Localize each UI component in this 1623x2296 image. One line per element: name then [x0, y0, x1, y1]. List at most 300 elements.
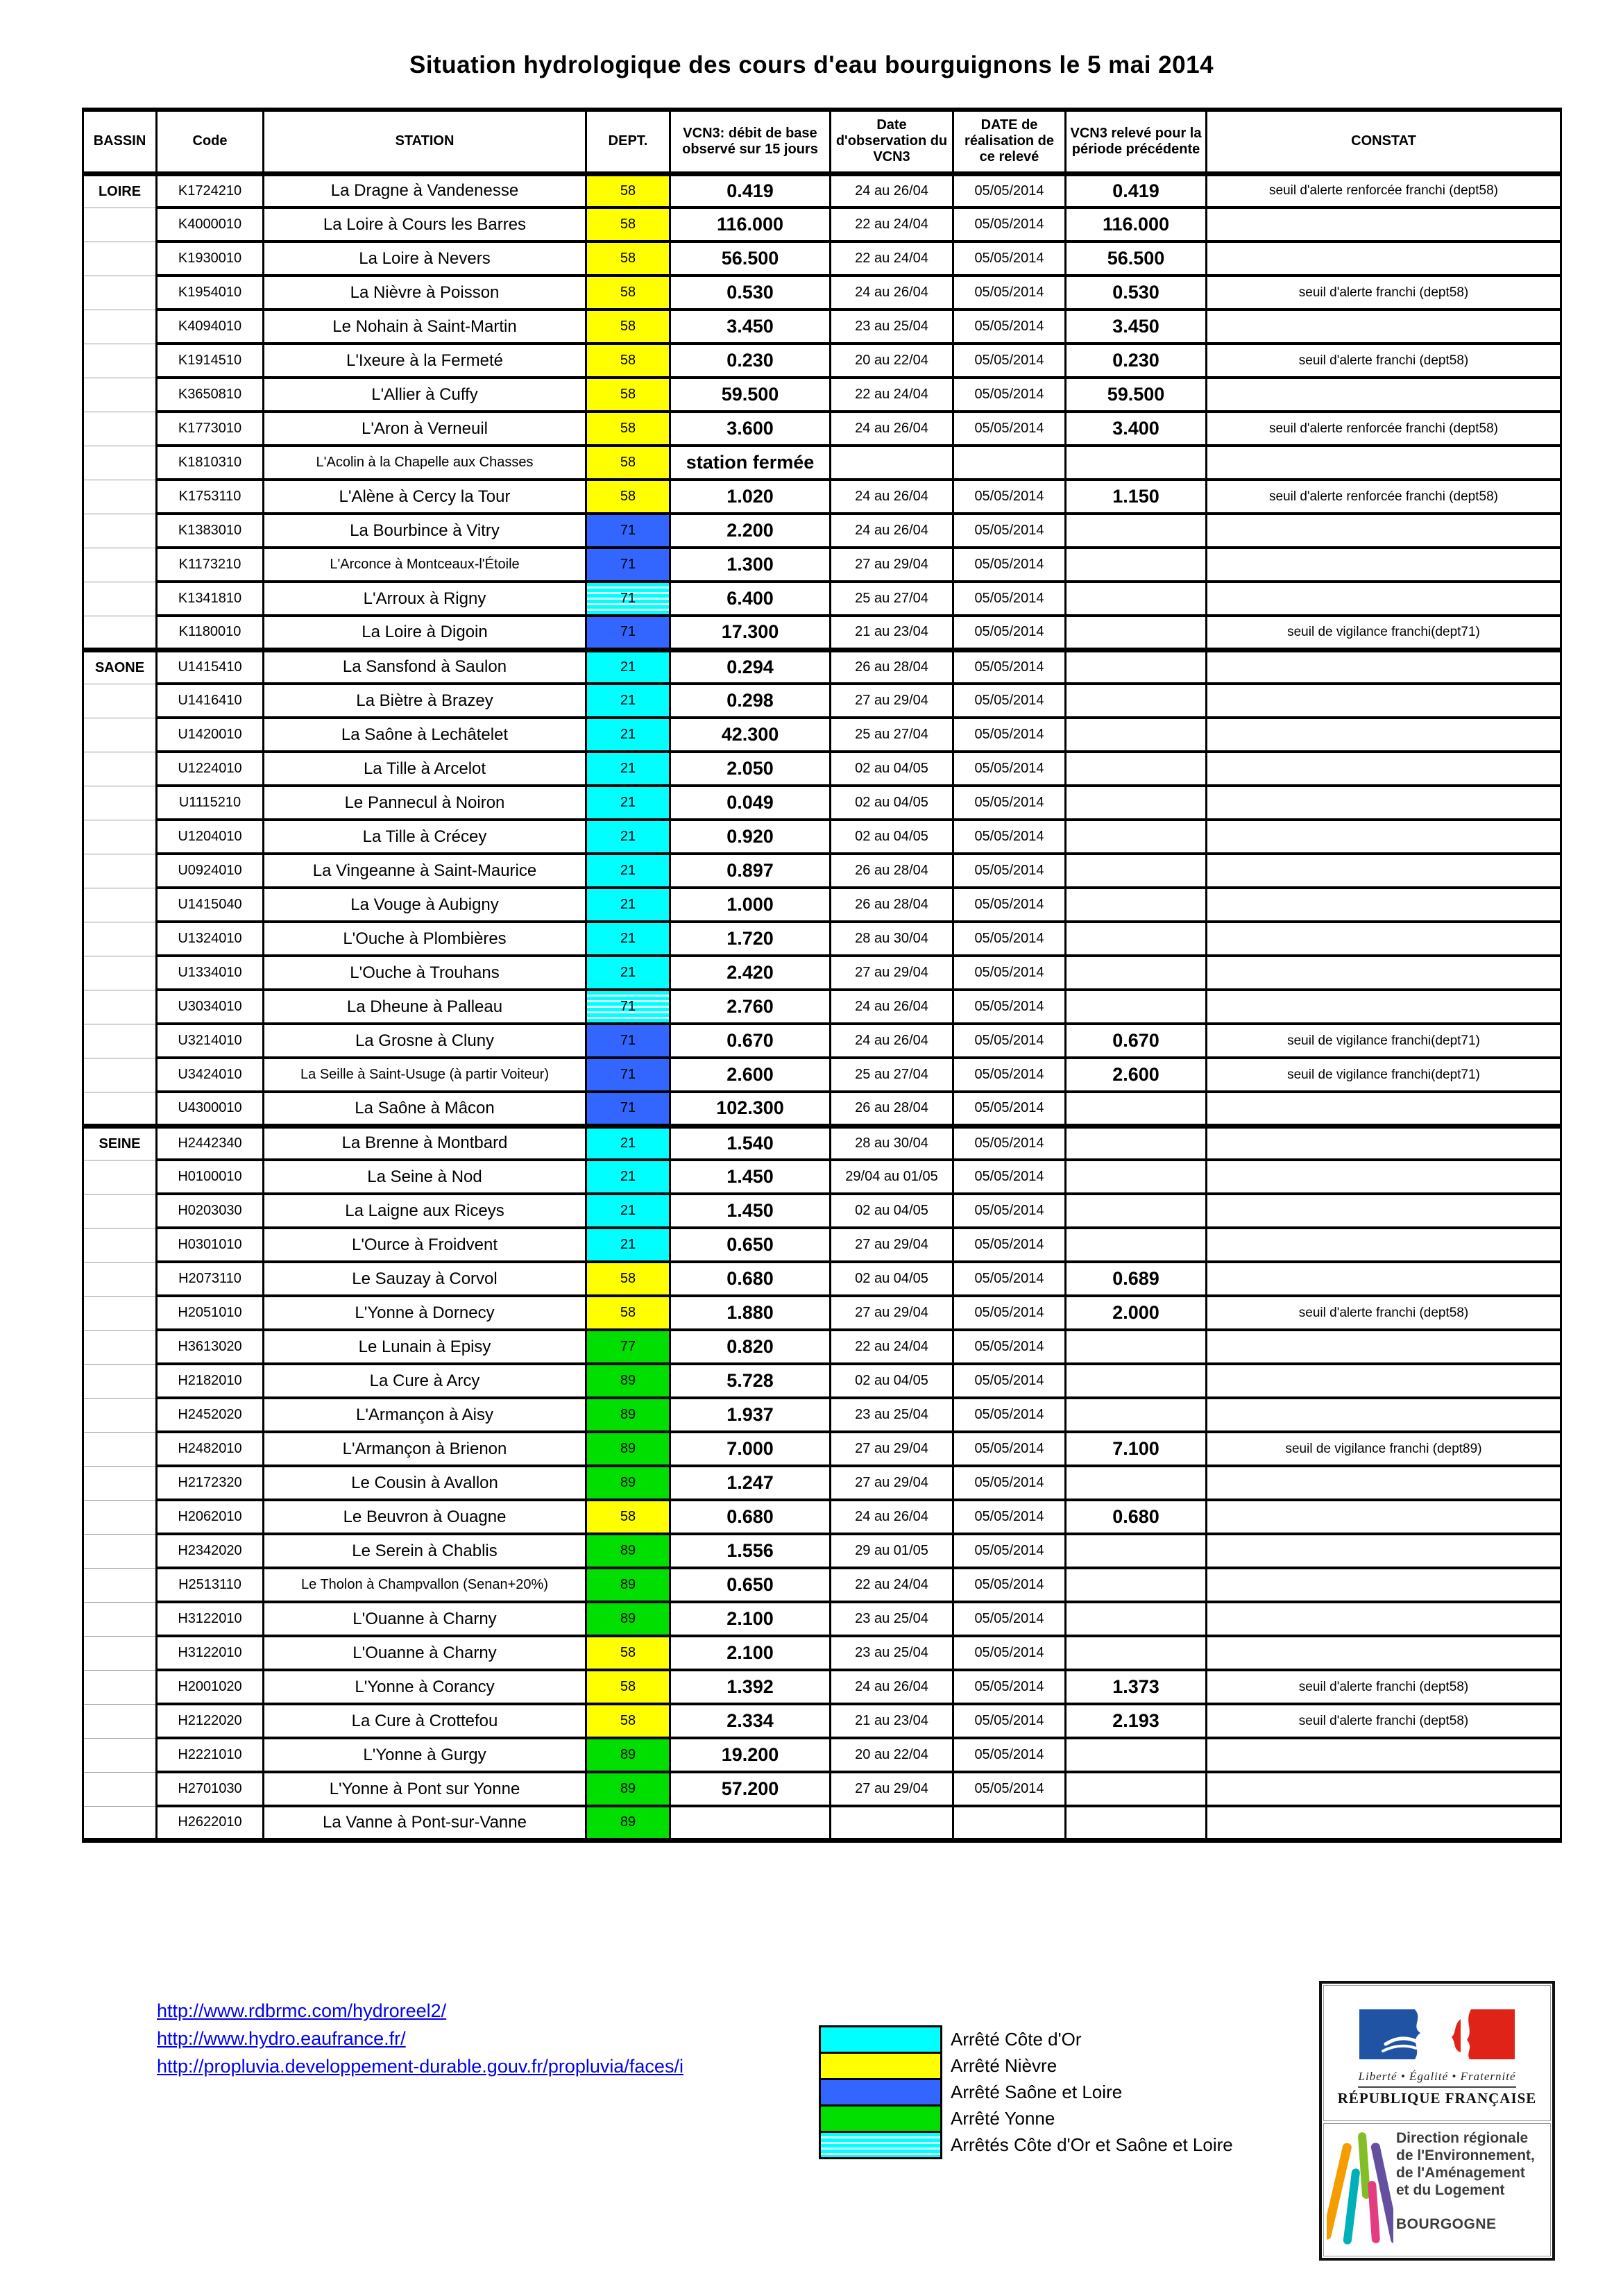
- cell-station: L'Aron à Verneuil: [264, 412, 586, 446]
- cell-dept: 58: [586, 310, 670, 344]
- cell-date-releve: 05/05/2014: [953, 1160, 1066, 1194]
- cell-vcn3-previous: [1066, 956, 1207, 990]
- cell-dept: 71: [586, 548, 670, 582]
- hydro-table: [82, 108, 1562, 1843]
- table-row: [83, 480, 1561, 514]
- cell-vcn3-previous: [1066, 888, 1207, 922]
- table-row: [83, 752, 1561, 786]
- cell-date-releve: 05/05/2014: [953, 1432, 1066, 1466]
- cell-constat: [1207, 1772, 1561, 1806]
- cell-bassin: [83, 854, 157, 888]
- cell-bassin: [83, 1772, 157, 1806]
- table-row: [83, 956, 1561, 990]
- cell-date-releve: 05/05/2014: [953, 650, 1066, 684]
- cell-station: La Bourbince à Vitry: [264, 514, 586, 548]
- legend-label: Arrêté Nièvre: [951, 2055, 1057, 2076]
- cell-date-releve: 05/05/2014: [953, 684, 1066, 718]
- cell-constat: [1207, 1262, 1561, 1296]
- cell-constat: [1207, 1636, 1561, 1670]
- cell-constat: [1207, 310, 1561, 344]
- cell-bassin: [83, 1806, 157, 1840]
- cell-bassin: [83, 616, 157, 650]
- cell-vcn3: 2.100: [670, 1602, 831, 1636]
- cell-constat: [1207, 718, 1561, 752]
- cell-station: La Seille à Saint-Usuge (à partir Voiteur): [264, 1058, 586, 1092]
- cell-constat: [1207, 514, 1561, 548]
- cell-vcn3-previous: 2.000: [1066, 1296, 1207, 1330]
- cell-station: La Tille à Arcelot: [264, 752, 586, 786]
- cell-vcn3: 1.392: [670, 1670, 831, 1704]
- cell-code: H2062010: [157, 1500, 264, 1534]
- cell-station: L'Ixeure à la Fermeté: [264, 344, 586, 378]
- cell-bassin: [83, 1602, 157, 1636]
- cell-date-observation: 22 au 24/04: [831, 242, 953, 276]
- cell-code: U4300010: [157, 1092, 264, 1126]
- cell-date-releve: 05/05/2014: [953, 1500, 1066, 1534]
- cell-date-releve: 05/05/2014: [953, 1228, 1066, 1262]
- table-row: [83, 854, 1561, 888]
- cell-date-releve: 05/05/2014: [953, 310, 1066, 344]
- cell-date-observation: 23 au 25/04: [831, 1398, 953, 1432]
- cell-bassin: [83, 1500, 157, 1534]
- table-row: [83, 1602, 1561, 1636]
- cell-vcn3: 0.049: [670, 786, 831, 820]
- cell-vcn3-previous: [1066, 1228, 1207, 1262]
- cell-date-observation: 27 au 29/04: [831, 1228, 953, 1262]
- cell-vcn3: 0.820: [670, 1330, 831, 1364]
- header-row: [83, 110, 1561, 174]
- cell-date-releve: 05/05/2014: [953, 990, 1066, 1024]
- cell-dept: 21: [586, 650, 670, 684]
- french-flag-marianne-icon: [1358, 2009, 1516, 2063]
- cell-dept: 89: [586, 1772, 670, 1806]
- cell-constat: seuil d'alerte renforcée franchi (dept58): [1207, 412, 1561, 446]
- footer-link[interactable]: http://www.hydro.eaufrance.fr/: [157, 2028, 406, 2049]
- cell-station: La Cure à Arcy: [264, 1364, 586, 1398]
- cell-bassin: [83, 786, 157, 820]
- cell-date-releve: 05/05/2014: [953, 922, 1066, 956]
- cell-code: K1914510: [157, 344, 264, 378]
- cell-station: Le Serein à Chablis: [264, 1534, 586, 1568]
- cell-vcn3-previous: [1066, 514, 1207, 548]
- cell-date-observation: 22 au 24/04: [831, 378, 953, 412]
- cell-date-observation: 24 au 26/04: [831, 480, 953, 514]
- cell-vcn3: 17.300: [670, 616, 831, 650]
- cell-date-releve: 05/05/2014: [953, 854, 1066, 888]
- cell-vcn3: 1.020: [670, 480, 831, 514]
- cell-vcn3-previous: [1066, 752, 1207, 786]
- cell-date-releve: 05/05/2014: [953, 582, 1066, 616]
- cell-vcn3: 1.720: [670, 922, 831, 956]
- cell-constat: seuil d'alerte franchi (dept58): [1207, 344, 1561, 378]
- table-row: [83, 650, 1561, 684]
- cell-code: H2122020: [157, 1704, 264, 1738]
- column-header: Code: [157, 110, 264, 174]
- cell-bassin: LOIRE: [83, 174, 157, 208]
- cell-vcn3-previous: 7.100: [1066, 1432, 1207, 1466]
- cell-bassin: [83, 1738, 157, 1772]
- cell-code: U1115210: [157, 786, 264, 820]
- footer-links: [157, 2000, 683, 2077]
- cell-vcn3: 0.920: [670, 820, 831, 854]
- footer-link[interactable]: http://www.rdbrmc.com/hydroreel2/: [157, 2000, 447, 2021]
- cell-vcn3: 19.200: [670, 1738, 831, 1772]
- cell-vcn3-previous: 1.373: [1066, 1670, 1207, 1704]
- cell-vcn3-previous: [1066, 548, 1207, 582]
- cell-bassin: [83, 888, 157, 922]
- table-row: [83, 174, 1561, 208]
- cell-vcn3: 0.650: [670, 1568, 831, 1602]
- cell-date-observation: 02 au 04/05: [831, 1194, 953, 1228]
- cell-constat: [1207, 1126, 1561, 1160]
- cell-vcn3: 0.680: [670, 1262, 831, 1296]
- table-row: [83, 1160, 1561, 1194]
- cell-vcn3-previous: [1066, 1126, 1207, 1160]
- cell-date-releve: 05/05/2014: [953, 1296, 1066, 1330]
- cell-vcn3-previous: [1066, 1398, 1207, 1432]
- cell-date-releve: 05/05/2014: [953, 1738, 1066, 1772]
- cell-date-observation: 26 au 28/04: [831, 854, 953, 888]
- cell-constat: seuil d'alerte renforcée franchi (dept58): [1207, 174, 1561, 208]
- cell-date-observation: 22 au 24/04: [831, 1330, 953, 1364]
- cell-date-releve: 05/05/2014: [953, 1534, 1066, 1568]
- cell-vcn3: 6.400: [670, 582, 831, 616]
- cell-dept: 21: [586, 820, 670, 854]
- footer-link[interactable]: http://propluvia.developpement-durable.gouv.fr/propluvia/faces/i: [157, 2056, 683, 2077]
- cell-bassin: [83, 1058, 157, 1092]
- cell-dept: 89: [586, 1466, 670, 1500]
- cell-vcn3: 0.897: [670, 854, 831, 888]
- column-header: STATION: [264, 110, 586, 174]
- cell-bassin: [83, 344, 157, 378]
- cell-date-observation: 25 au 27/04: [831, 1058, 953, 1092]
- cell-vcn3-previous: [1066, 786, 1207, 820]
- cell-bassin: [83, 1262, 157, 1296]
- cell-dept: 71: [586, 990, 670, 1024]
- cell-date-observation: 27 au 29/04: [831, 684, 953, 718]
- cell-date-observation: 22 au 24/04: [831, 1568, 953, 1602]
- cell-vcn3: 42.300: [670, 718, 831, 752]
- cell-vcn3-previous: 1.150: [1066, 480, 1207, 514]
- cell-date-releve: 05/05/2014: [953, 480, 1066, 514]
- cell-station: La Cure à Crottefou: [264, 1704, 586, 1738]
- cell-date-observation: 24 au 26/04: [831, 1500, 953, 1534]
- cell-vcn3-previous: 59.500: [1066, 378, 1207, 412]
- cell-bassin: [83, 990, 157, 1024]
- cell-station: L'Alène à Cercy la Tour: [264, 480, 586, 514]
- cell-station: La Dheune à Palleau: [264, 990, 586, 1024]
- cell-date-observation: 21 au 23/04: [831, 1704, 953, 1738]
- cell-date-releve: 05/05/2014: [953, 344, 1066, 378]
- table-row: [83, 786, 1561, 820]
- cell-dept: 58: [586, 174, 670, 208]
- cell-date-observation: 24 au 26/04: [831, 1670, 953, 1704]
- cell-date-observation: 24 au 26/04: [831, 174, 953, 208]
- cell-constat: [1207, 1806, 1561, 1840]
- cell-vcn3-previous: [1066, 616, 1207, 650]
- cell-code: H2442340: [157, 1126, 264, 1160]
- cell-bassin: [83, 1024, 157, 1058]
- cell-dept: 21: [586, 752, 670, 786]
- cell-dept: 58: [586, 1262, 670, 1296]
- cell-dept: 58: [586, 1636, 670, 1670]
- cell-station: L'Yonne à Corancy: [264, 1670, 586, 1704]
- cell-date-observation: [831, 446, 953, 480]
- cell-code: U1204010: [157, 820, 264, 854]
- legend-color-swatch: [819, 2131, 942, 2159]
- cell-date-releve: 05/05/2014: [953, 1772, 1066, 1806]
- table-row: [83, 1500, 1561, 1534]
- cell-vcn3-previous: [1066, 1194, 1207, 1228]
- cell-date-releve: 05/05/2014: [953, 1670, 1066, 1704]
- cell-date-observation: 24 au 26/04: [831, 514, 953, 548]
- cell-vcn3-previous: [1066, 1602, 1207, 1636]
- cell-dept: 58: [586, 378, 670, 412]
- cell-dept: 89: [586, 1534, 670, 1568]
- cell-vcn3: 0.230: [670, 344, 831, 378]
- legend-item: [819, 2131, 1233, 2159]
- cell-vcn3: 0.419: [670, 174, 831, 208]
- cell-vcn3: 0.298: [670, 684, 831, 718]
- cell-code: K1773010: [157, 412, 264, 446]
- table-row: [83, 1228, 1561, 1262]
- cell-bassin: [83, 582, 157, 616]
- legend-color-swatch: [819, 2104, 942, 2133]
- cell-dept: 89: [586, 1568, 670, 1602]
- column-header: VCN3 relevé pour la période précédente: [1066, 110, 1207, 174]
- cell-station: Le Pannecul à Noiron: [264, 786, 586, 820]
- cell-date-releve: 05/05/2014: [953, 616, 1066, 650]
- cell-date-observation: 02 au 04/05: [831, 1262, 953, 1296]
- cell-vcn3: 0.650: [670, 1228, 831, 1262]
- cell-constat: [1207, 1398, 1561, 1432]
- cell-vcn3: 2.420: [670, 956, 831, 990]
- cell-code: H2221010: [157, 1738, 264, 1772]
- cell-constat: [1207, 378, 1561, 412]
- cell-station: L'Armançon à Aisy: [264, 1398, 586, 1432]
- cell-constat: [1207, 242, 1561, 276]
- cell-date-observation: [831, 1806, 953, 1840]
- table-row: [83, 310, 1561, 344]
- cell-vcn3-previous: [1066, 1772, 1207, 1806]
- legend-label: Arrêté Saône et Loire: [951, 2082, 1123, 2102]
- cell-bassin: [83, 820, 157, 854]
- cell-constat: [1207, 1364, 1561, 1398]
- table-row: [83, 1126, 1561, 1160]
- legend-item: [819, 2052, 1233, 2080]
- cell-dept: 21: [586, 888, 670, 922]
- cell-code: H2482010: [157, 1432, 264, 1466]
- cell-bassin: [83, 1330, 157, 1364]
- cell-date-observation: 21 au 23/04: [831, 616, 953, 650]
- table-row: [83, 242, 1561, 276]
- table-row: [83, 1670, 1561, 1704]
- cell-vcn3: 2.600: [670, 1058, 831, 1092]
- cell-bassin: [83, 1364, 157, 1398]
- cell-constat: [1207, 752, 1561, 786]
- table-row: [83, 514, 1561, 548]
- legend-item: [819, 2078, 1233, 2107]
- table-body: [83, 174, 1561, 1840]
- cell-dept: 89: [586, 1398, 670, 1432]
- cell-vcn3: [670, 1806, 831, 1840]
- cell-bassin: [83, 1534, 157, 1568]
- column-header: BASSIN: [83, 110, 157, 174]
- cell-code: U1415040: [157, 888, 264, 922]
- cell-vcn3: 0.670: [670, 1024, 831, 1058]
- cell-vcn3: 7.000: [670, 1432, 831, 1466]
- cell-bassin: [83, 1160, 157, 1194]
- cell-constat: seuil d'alerte franchi (dept58): [1207, 1670, 1561, 1704]
- cell-vcn3: 5.728: [670, 1364, 831, 1398]
- cell-constat: [1207, 1738, 1561, 1772]
- cell-station: L'Arroux à Rigny: [264, 582, 586, 616]
- cell-date-observation: 27 au 29/04: [831, 956, 953, 990]
- cell-vcn3: 1.450: [670, 1194, 831, 1228]
- cell-code: H2073110: [157, 1262, 264, 1296]
- cell-date-observation: 26 au 28/04: [831, 1092, 953, 1126]
- cell-code: K1173210: [157, 548, 264, 582]
- cell-code: U1334010: [157, 956, 264, 990]
- table-row: [83, 1534, 1561, 1568]
- cell-constat: [1207, 1092, 1561, 1126]
- cell-constat: [1207, 208, 1561, 242]
- cell-bassin: [83, 922, 157, 956]
- cell-code: H2622010: [157, 1806, 264, 1840]
- cell-code: H0100010: [157, 1160, 264, 1194]
- cell-date-observation: 24 au 26/04: [831, 1024, 953, 1058]
- cell-vcn3-previous: 2.600: [1066, 1058, 1207, 1092]
- cell-constat: [1207, 888, 1561, 922]
- cell-station: Le Beuvron à Ouagne: [264, 1500, 586, 1534]
- table-row: [83, 1738, 1561, 1772]
- cell-date-releve: 05/05/2014: [953, 752, 1066, 786]
- cell-date-releve: 05/05/2014: [953, 1466, 1066, 1500]
- cell-date-releve: 05/05/2014: [953, 786, 1066, 820]
- cell-constat: seuil d'alerte franchi (dept58): [1207, 1704, 1561, 1738]
- legend-item: [819, 2025, 1233, 2054]
- dreal-line: de l'Environnement,: [1396, 2147, 1535, 2163]
- cell-vcn3: 56.500: [670, 242, 831, 276]
- column-header: CONSTAT: [1207, 110, 1561, 174]
- republique-francaise-logo: [1323, 1985, 1551, 2121]
- cell-code: H3122010: [157, 1636, 264, 1670]
- cell-station: La Nièvre à Poisson: [264, 276, 586, 310]
- cell-vcn3-previous: 0.689: [1066, 1262, 1207, 1296]
- cell-dept: 21: [586, 854, 670, 888]
- dreal-logo: [1323, 2123, 1551, 2256]
- cell-vcn3-previous: 2.193: [1066, 1704, 1207, 1738]
- cell-dept: 71: [586, 1092, 670, 1126]
- cell-code: U1415410: [157, 650, 264, 684]
- table-row: [83, 718, 1561, 752]
- rf-motto: Liberté • Égalité • Fraternité: [1358, 2070, 1516, 2083]
- cell-vcn3-previous: [1066, 854, 1207, 888]
- table-row: [83, 1772, 1561, 1806]
- cell-date-observation: 28 au 30/04: [831, 922, 953, 956]
- cell-code: K1724210: [157, 174, 264, 208]
- cell-bassin: [83, 1704, 157, 1738]
- cell-vcn3: 1.000: [670, 888, 831, 922]
- cell-dept: 77: [586, 1330, 670, 1364]
- cell-station: La Loire à Cours les Barres: [264, 208, 586, 242]
- cell-constat: [1207, 1228, 1561, 1262]
- cell-dept: 58: [586, 242, 670, 276]
- cell-date-releve: 05/05/2014: [953, 1602, 1066, 1636]
- cell-dept: 89: [586, 1432, 670, 1466]
- cell-vcn3: 57.200: [670, 1772, 831, 1806]
- legend: [819, 2025, 1233, 2159]
- cell-date-releve: 05/05/2014: [953, 1262, 1066, 1296]
- cell-station: L'Yonne à Pont sur Yonne: [264, 1772, 586, 1806]
- cell-station: La Brenne à Montbard: [264, 1126, 586, 1160]
- cell-date-observation: 23 au 25/04: [831, 1602, 953, 1636]
- cell-date-observation: 02 au 04/05: [831, 752, 953, 786]
- cell-vcn3: 2.760: [670, 990, 831, 1024]
- cell-vcn3-previous: [1066, 582, 1207, 616]
- cell-vcn3-previous: [1066, 1738, 1207, 1772]
- cell-code: H2001020: [157, 1670, 264, 1704]
- cell-date-observation: 25 au 27/04: [831, 718, 953, 752]
- cell-code: H0203030: [157, 1194, 264, 1228]
- cell-station: L'Ouche à Trouhans: [264, 956, 586, 990]
- cell-station: Le Cousin à Avallon: [264, 1466, 586, 1500]
- cell-station: L'Acolin à la Chapelle aux Chasses: [264, 446, 586, 480]
- table-row: [83, 1092, 1561, 1126]
- cell-vcn3: 1.937: [670, 1398, 831, 1432]
- cell-bassin: [83, 1568, 157, 1602]
- cell-constat: seuil de vigilance franchi(dept71): [1207, 1058, 1561, 1092]
- table-row: [83, 1466, 1561, 1500]
- cell-station: L'Arconce à Montceaux-l'Étoile: [264, 548, 586, 582]
- cell-station: La Loire à Digoin: [264, 616, 586, 650]
- table-row: [83, 1058, 1561, 1092]
- cell-constat: [1207, 1194, 1561, 1228]
- cell-station: La Grosne à Cluny: [264, 1024, 586, 1058]
- cell-date-releve: 05/05/2014: [953, 1058, 1066, 1092]
- cell-station: La Vouge à Aubigny: [264, 888, 586, 922]
- cell-code: H2342020: [157, 1534, 264, 1568]
- cell-bassin: [83, 1228, 157, 1262]
- cell-code: H3122010: [157, 1602, 264, 1636]
- cell-vcn3-previous: 0.530: [1066, 276, 1207, 310]
- cell-bassin: [83, 1194, 157, 1228]
- cell-dept: 21: [586, 1194, 670, 1228]
- cell-bassin: [83, 310, 157, 344]
- cell-dept: 21: [586, 922, 670, 956]
- cell-bassin: [83, 548, 157, 582]
- cell-station: L'Allier à Cuffy: [264, 378, 586, 412]
- cell-date-observation: 29 au 01/05: [831, 1534, 953, 1568]
- cell-vcn3-previous: 3.450: [1066, 310, 1207, 344]
- cell-code: H3613020: [157, 1330, 264, 1364]
- cell-station: L'Armançon à Brienon: [264, 1432, 586, 1466]
- cell-constat: seuil d'alerte franchi (dept58): [1207, 1296, 1561, 1330]
- cell-vcn3: 59.500: [670, 378, 831, 412]
- cell-date-releve: 05/05/2014: [953, 820, 1066, 854]
- cell-code: K1753110: [157, 480, 264, 514]
- cell-bassin: [83, 1296, 157, 1330]
- cell-station: L'Ouanne à Charny: [264, 1602, 586, 1636]
- cell-vcn3-previous: [1066, 650, 1207, 684]
- cell-dept: 71: [586, 616, 670, 650]
- cell-bassin: [83, 1466, 157, 1500]
- cell-date-releve: 05/05/2014: [953, 276, 1066, 310]
- cell-date-releve: 05/05/2014: [953, 208, 1066, 242]
- cell-bassin: [83, 956, 157, 990]
- cell-code: U1416410: [157, 684, 264, 718]
- cell-vcn3: 3.450: [670, 310, 831, 344]
